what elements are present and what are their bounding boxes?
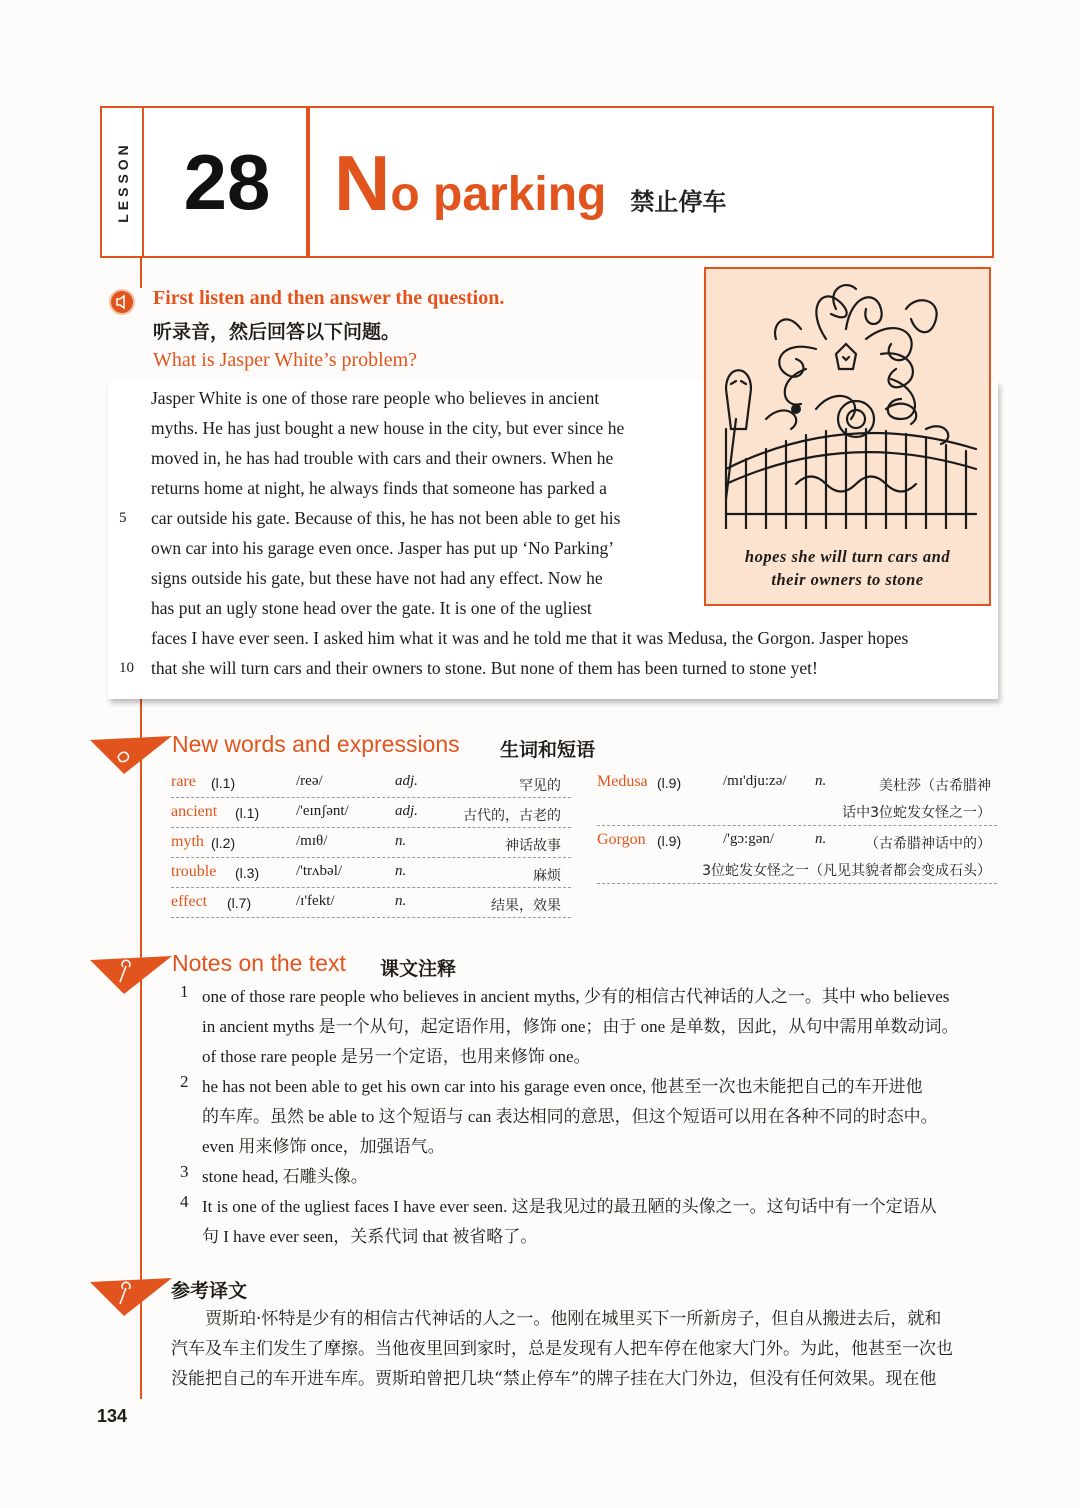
vocab-row [171, 888, 571, 918]
header-divider [308, 108, 310, 256]
translation-line: 贾斯珀·怀特是少有的相信古代神话的人之一。他刚在城里买下一所新房子，但自从搬进去后，就和 [171, 1309, 942, 1329]
vocab-meaning: 麻烦 [533, 868, 561, 884]
vocab-row [171, 768, 571, 798]
medusa-gate-drawing-icon [706, 269, 989, 529]
vocab-row [171, 798, 571, 828]
passage-line: faces I have ever seen. I asked him what it was and he told me that it was Medusa, the Gorgon. Jasper hopes [151, 628, 909, 648]
speaker-glyph-icon [111, 291, 133, 313]
lesson-title [334, 138, 726, 229]
title-chinese: 禁止停车 [630, 188, 727, 216]
lesson-label: LESSON [115, 141, 131, 223]
vocab-meaning: 罕见的 [519, 778, 561, 794]
lesson-header [100, 106, 994, 258]
vocab-meaning-continued: 3位蛇发女怪之一（凡见其貌者都会变成石头） [702, 863, 991, 879]
vocab-phonetic: /mɪθ/ [296, 833, 328, 849]
speaker-icon[interactable] [109, 289, 135, 315]
note-number: 3 [180, 1162, 189, 1181]
vocab-line-ref: (l.3) [235, 865, 260, 881]
margin-line-upper [140, 258, 142, 288]
vocab-flag-icon [90, 732, 172, 774]
vocab-word: rare [171, 773, 196, 790]
vocab-meaning: 神话故事 [505, 838, 561, 854]
passage-line: moved in, he has had trouble with cars and their owners. When he [151, 448, 614, 468]
note-line: 的车库。虽然 be able to 这个短语与 can 表达相同的意思，但这个短语可以用在各种不同的时态中。 [202, 1107, 938, 1126]
vocab-meaning: 结果，效果 [491, 898, 561, 914]
listen-instruction-cn: 听录音，然后回答以下问题。 [153, 321, 401, 343]
vocab-line-ref: (l.1) [235, 805, 260, 821]
notes-title-cn: 课文注释 [380, 958, 457, 980]
listen-question: What is Jasper White’s problem? [153, 349, 418, 371]
note-line: It is one of the ugliest faces I have ever seen. 这是我见过的最丑陋的头像之一。这句话中有一个定语从 [202, 1197, 937, 1216]
title-first-letter: N [334, 139, 391, 227]
vocab-phonetic: /reə/ [296, 773, 323, 789]
vocab-row [171, 828, 571, 858]
caption-line-1: hopes she will turn cars and [744, 547, 951, 566]
vocab-row-continued [597, 854, 997, 884]
illustration [704, 267, 991, 606]
vocab-row [597, 826, 997, 856]
translation-line: 汽车及车主们发生了摩擦。当他夜里回到家时，总是发现有人把车停在他家大门外。为此，他甚至一次也 [171, 1339, 953, 1359]
page-number: 134 [97, 1406, 128, 1426]
line-number: 5 [119, 510, 127, 526]
vocab-line-ref: (l.9) [657, 775, 682, 791]
vocab-pos: n. [815, 773, 827, 789]
illustration-caption [706, 545, 989, 591]
translation-flag-icon [90, 1274, 172, 1316]
note-line: 句 I have ever seen，关系代词 that 被省略了。 [202, 1227, 538, 1246]
note-line: of those rare people 是另一个定语，也用来修饰 one。 [202, 1047, 591, 1066]
vocab-pos: adj. [395, 773, 418, 789]
note-line: he has not been able to get his own car into his garage even once, 他甚至一次也未能把自己的车开进他 [202, 1077, 923, 1096]
vocab-pos: n. [815, 831, 827, 847]
passage-line: that she will turn cars and their owners to stone. But none of them has been turned to stone yet! [151, 658, 818, 678]
vocab-word: Gorgon [597, 831, 646, 848]
translation-line: 没能把自己的车开进车库。贾斯珀曾把几块“禁止停车”的牌子挂在大门外边，但没有任何效果。现在他 [171, 1369, 937, 1389]
vocab-word: effect [171, 893, 208, 910]
vocab-meaning: （古希腊神话中的） [865, 836, 991, 852]
vocab-row-continued [597, 796, 997, 826]
notes-flag-icon [90, 952, 172, 994]
vocab-phonetic: /ɪ'fekt/ [296, 893, 335, 909]
vocab-meaning: 古代的，古老的 [463, 808, 561, 824]
line-number: 10 [119, 660, 134, 676]
title-rest: o parking [390, 168, 607, 221]
vocab-meaning: 美杜莎（古希腊神 [879, 778, 991, 794]
vocab-title-cn: 生词和短语 [500, 739, 596, 761]
vocab-line-ref: (l.7) [227, 895, 252, 911]
notes-title-en: Notes on the text [172, 950, 346, 976]
vocab-phonetic: /'gɔ:gən/ [723, 831, 775, 847]
listen-instruction-en: First listen and then answer the question. [153, 287, 505, 309]
note-line: stone head, 石雕头像。 [202, 1167, 368, 1186]
vocab-word: trouble [171, 863, 217, 880]
vocab-pos: n. [395, 863, 407, 879]
translation-title: 参考译文 [171, 1280, 248, 1302]
passage-line: Jasper White is one of those rare people who believes in ancient [151, 388, 600, 408]
vocab-title-en: New words and expressions [172, 731, 460, 757]
passage-line: myths. He has just bought a new house in the city, but ever since he [151, 418, 625, 438]
passage-line: signs outside his gate, but these have not had any effect. Now he [151, 568, 603, 588]
vocab-word: Medusa [597, 773, 648, 790]
passage-line: returns home at night, he always finds that someone has parked a [151, 478, 607, 498]
caption-line-2: their owners to stone [771, 570, 924, 589]
vocab-phonetic: /mɪ'dju:zə/ [723, 773, 787, 789]
vocab-pos: adj. [395, 803, 418, 819]
note-number: 4 [180, 1192, 189, 1211]
vocab-word: myth [171, 833, 204, 850]
note-number: 2 [180, 1072, 189, 1091]
vocab-meaning-continued: 话中3位蛇发女怪之一） [842, 805, 991, 821]
vocab-line-ref: (l.1) [211, 775, 236, 791]
note-line: one of those rare people who believes in ancient myths, 少有的相信古代神话的人之一。其中 who believes [202, 987, 950, 1006]
vocab-row [171, 858, 571, 888]
vocab-line-ref: (l.2) [211, 835, 236, 851]
note-line: in ancient myths 是一个从句，起定语作用，修饰 one；由于 one 是单数，因此，从句中需用单数动词。 [202, 1017, 959, 1036]
vocab-pos: n. [395, 833, 407, 849]
lesson-number: 28 [183, 137, 271, 226]
passage-line: car outside his gate. Because of this, he has not been able to get his [151, 508, 621, 528]
vocab-phonetic: /'eɪnʃənt/ [296, 803, 349, 819]
passage-line: has put an ugly stone head over the gate. It is one of the ugliest [151, 598, 592, 618]
vocab-phonetic: /'trʌbəl/ [296, 863, 343, 879]
vocab-row [597, 768, 997, 798]
passage-line: own car into his garage even once. Jasper has put up ‘No Parking’ [151, 538, 615, 558]
note-line: even 用来修饰 once，加强语气。 [202, 1137, 445, 1156]
vocab-pos: n. [395, 893, 407, 909]
vocab-word: ancient [171, 803, 218, 820]
vocab-line-ref: (l.9) [657, 833, 682, 849]
note-number: 1 [180, 982, 189, 1001]
